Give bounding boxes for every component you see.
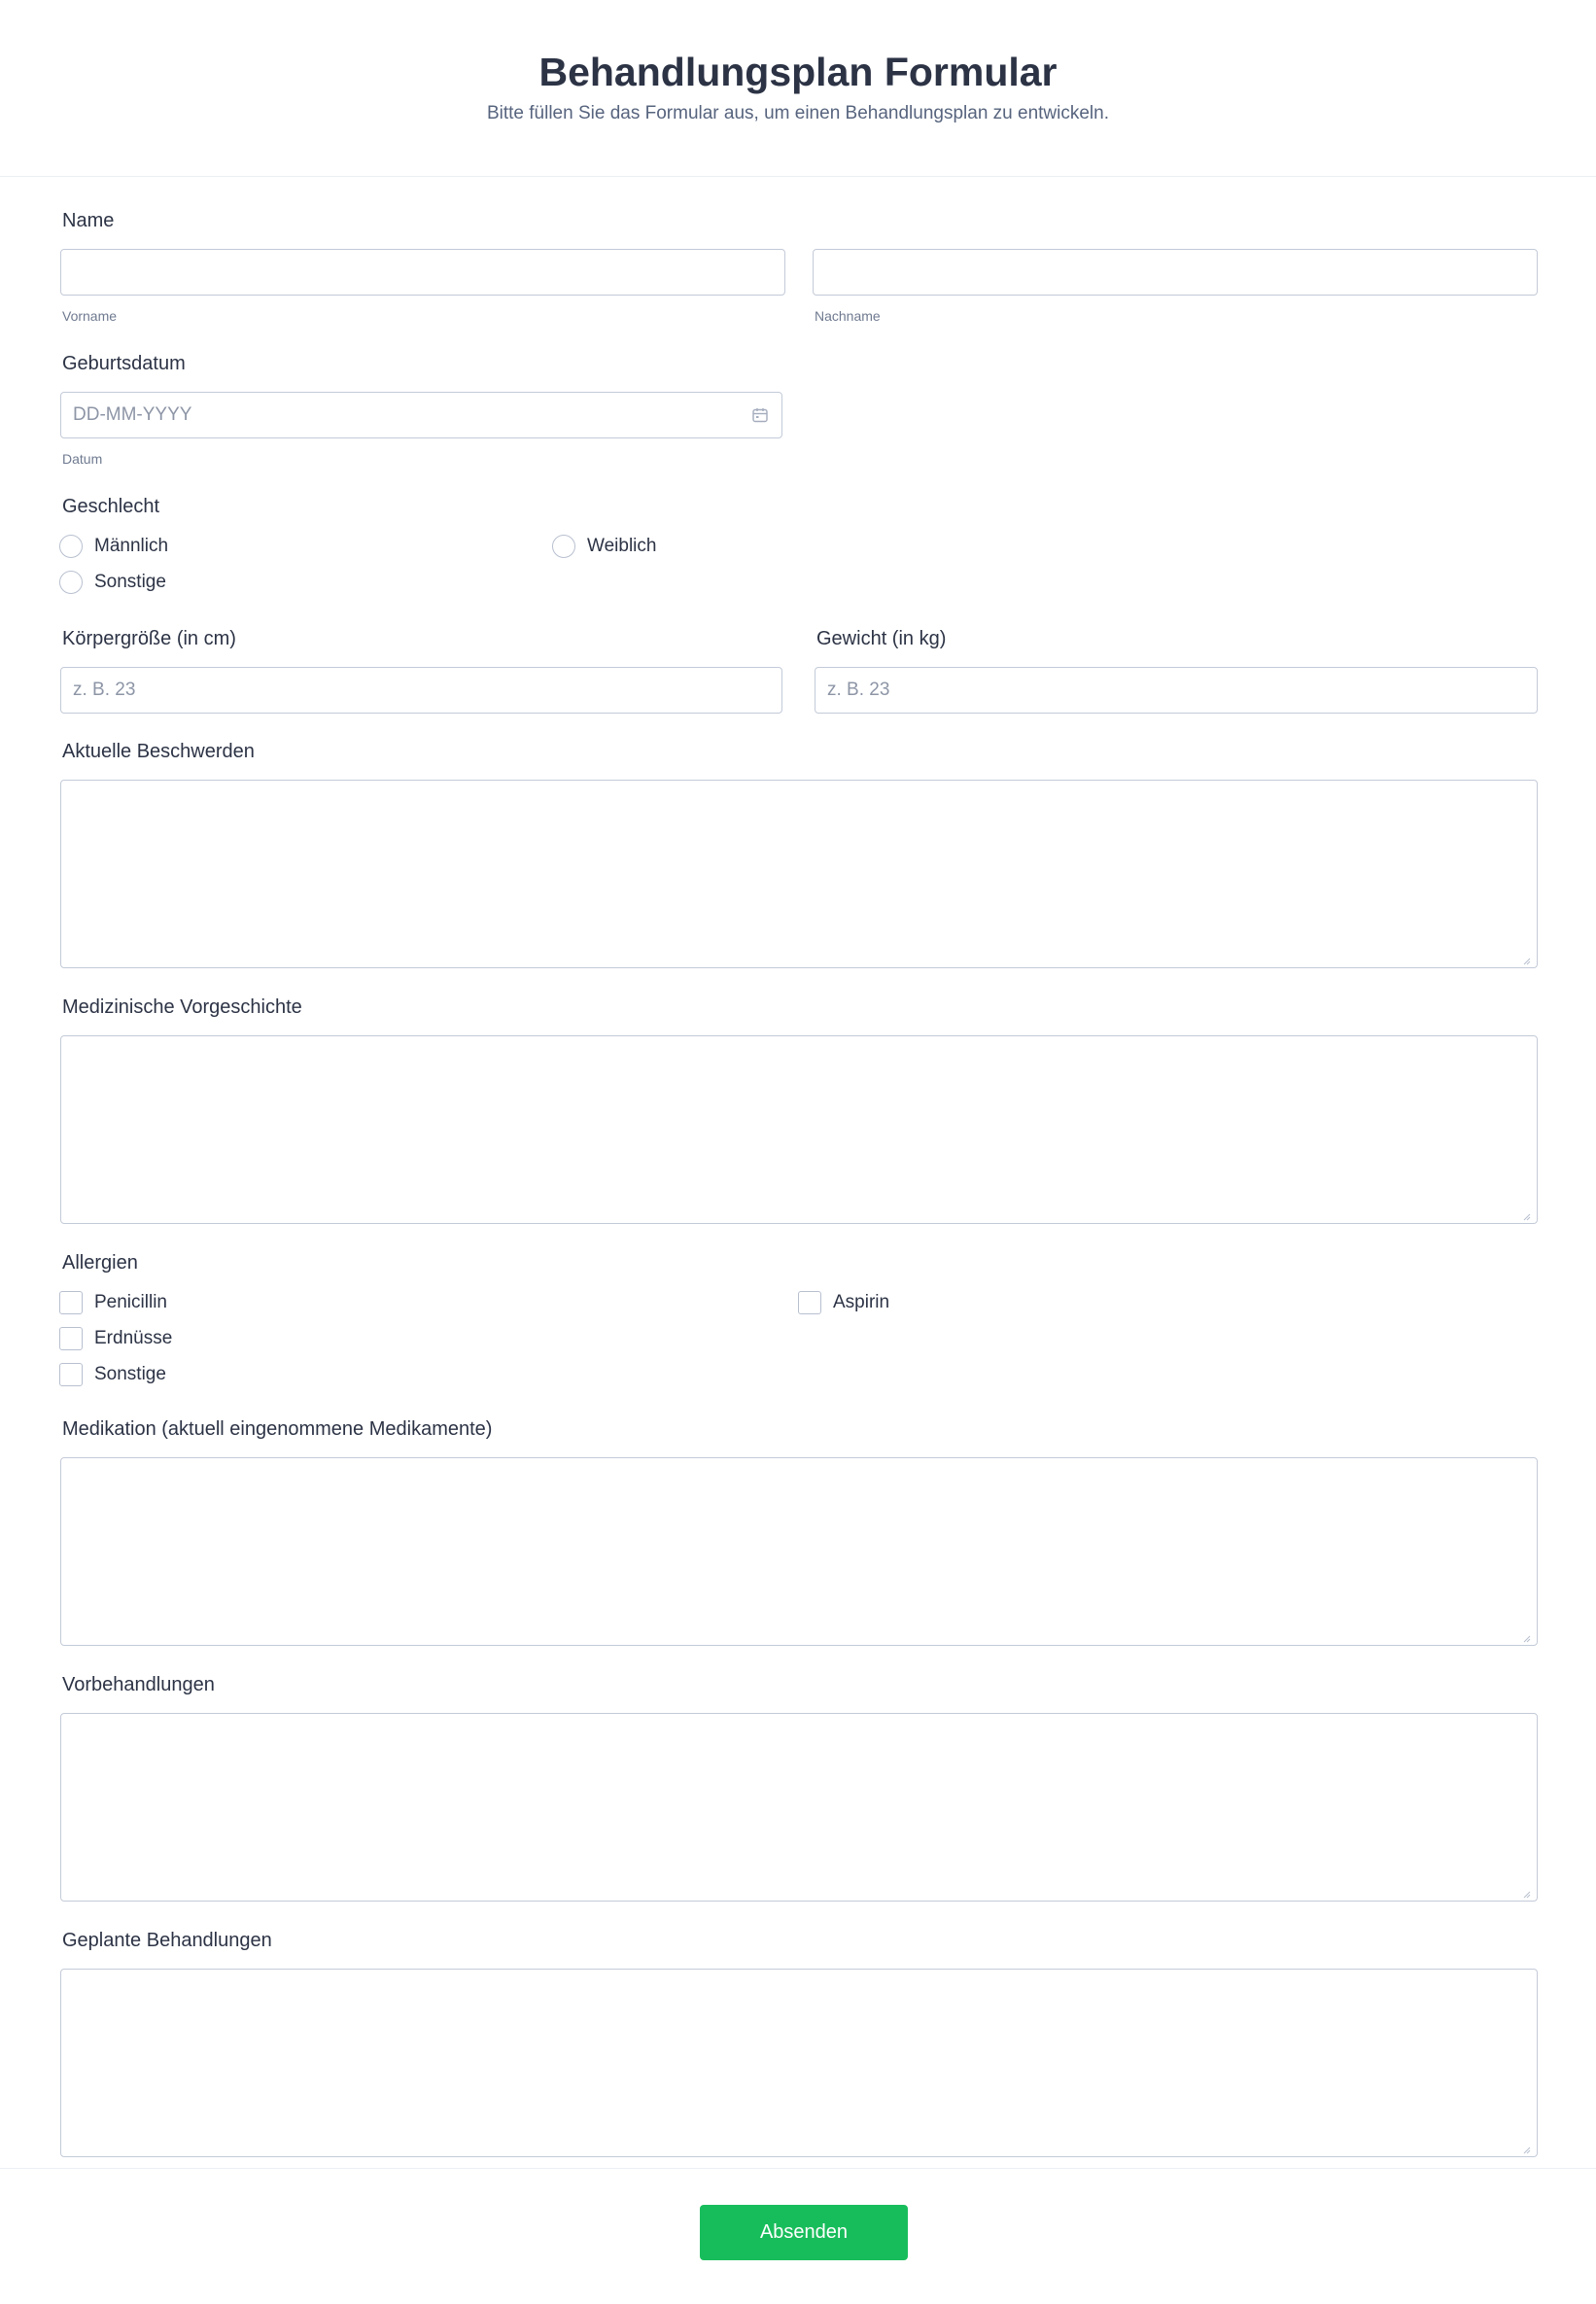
resize-grip-icon[interactable]: [1521, 956, 1531, 965]
submit-button[interactable]: Absenden: [700, 2205, 908, 2260]
name-label: Name: [62, 210, 115, 231]
allergy-checkbox-peanuts[interactable]: [59, 1327, 83, 1350]
resize-grip-icon[interactable]: [1521, 2145, 1531, 2154]
planned-treatments-textarea[interactable]: [60, 1969, 1538, 2157]
allergy-checkbox-other[interactable]: [59, 1363, 83, 1386]
height-input[interactable]: [60, 667, 782, 714]
previous-treatments-textarea[interactable]: [60, 1713, 1538, 1902]
birthdate-input[interactable]: [60, 392, 782, 438]
complaints-textarea[interactable]: [60, 780, 1538, 968]
height-label: Körpergröße (in cm): [62, 628, 236, 649]
history-textarea[interactable]: [60, 1035, 1538, 1224]
last-name-input[interactable]: [813, 249, 1538, 296]
medication-label: Medikation (aktuell eingenommene Medikamente): [62, 1418, 493, 1440]
birthdate-label: Geburtsdatum: [62, 353, 186, 374]
previous-treatments-label: Vorbehandlungen: [62, 1674, 215, 1695]
allergy-option-other: Sonstige: [94, 1364, 166, 1384]
allergy-checkbox-aspirin[interactable]: [798, 1291, 821, 1314]
history-label: Medizinische Vorgeschichte: [62, 996, 302, 1018]
first-name-input[interactable]: [60, 249, 785, 296]
resize-grip-icon[interactable]: [1521, 1633, 1531, 1643]
allergy-option-peanuts: Erdnüsse: [94, 1328, 173, 1348]
allergies-label: Allergien: [62, 1252, 138, 1274]
page-title: Behandlungsplan Formular: [538, 50, 1058, 94]
last-name-sublabel: Nachname: [815, 308, 881, 324]
weight-input[interactable]: [815, 667, 1538, 714]
gender-radio-female[interactable]: [552, 535, 575, 558]
resize-grip-icon[interactable]: [1521, 1211, 1531, 1221]
resize-grip-icon[interactable]: [1521, 1889, 1531, 1899]
weight-label: Gewicht (in kg): [816, 628, 947, 649]
gender-option-other: Sonstige: [94, 572, 166, 592]
planned-treatments-label: Geplante Behandlungen: [62, 1930, 272, 1951]
form-header: [0, 0, 1596, 177]
first-name-sublabel: Vorname: [62, 308, 118, 324]
gender-label: Geschlecht: [62, 496, 160, 517]
gender-radio-other[interactable]: [59, 571, 83, 594]
page-subtitle: Bitte füllen Sie das Formular aus, um einen Behandlungsplan zu entwickeln.: [486, 103, 1110, 123]
gender-radio-male[interactable]: [59, 535, 83, 558]
calendar-icon[interactable]: [751, 406, 769, 424]
gender-option-male: Männlich: [94, 536, 169, 556]
allergy-checkbox-penicillin[interactable]: [59, 1291, 83, 1314]
gender-option-female: Weiblich: [587, 536, 657, 556]
birthdate-sublabel: Datum: [62, 451, 103, 467]
allergy-option-aspirin: Aspirin: [833, 1292, 890, 1312]
complaints-label: Aktuelle Beschwerden: [62, 741, 255, 762]
allergy-option-penicillin: Penicillin: [94, 1292, 167, 1312]
medication-textarea[interactable]: [60, 1457, 1538, 1646]
